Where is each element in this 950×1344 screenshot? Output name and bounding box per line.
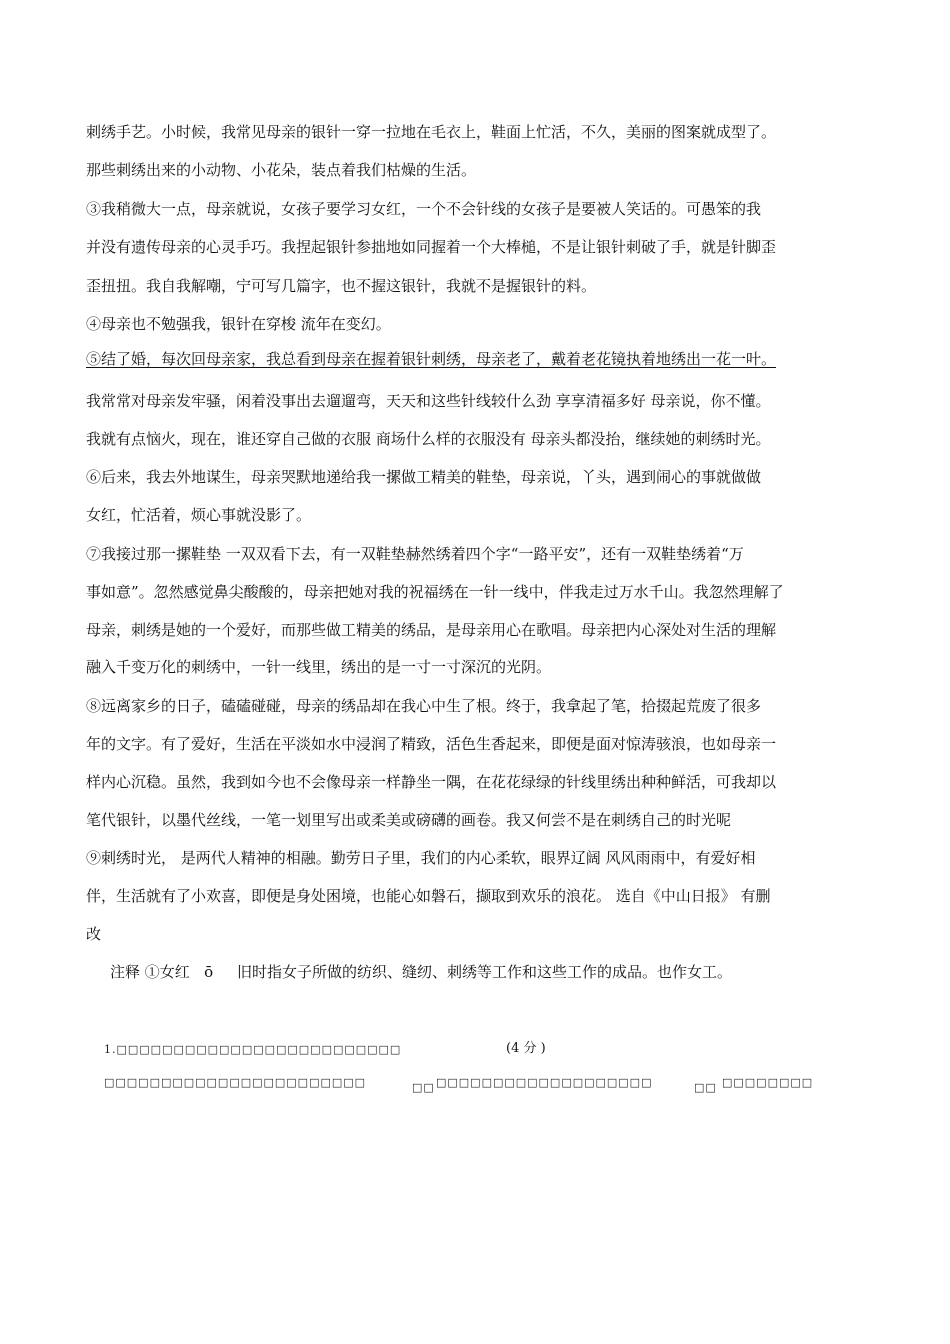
text-line: 歪扭扭。我自我解嘲，宁可写几篇字，也不握这银针，我就不是握银针的料。 (86, 277, 597, 295)
text-line: ⑦我接过那一摞鞋垫 一双双看下去，有一双鞋垫赫然绣着四个字“一路平安”，还有一双鞋垫绣着“万 (86, 545, 744, 563)
text-line: 女红，忙活着，烦心事就没影了。 (86, 506, 312, 524)
question-text: 1.□□□□□□□□□□□□□□□□□□□□□□□□□ (104, 1043, 402, 1056)
text-line: 我就有点恼火，现在，谁还穿自己做的衣服 商场什么样的衣服没有 母亲头都没抬，继续她的刺绣时光。 (86, 430, 771, 448)
text-line: 改 (86, 925, 102, 943)
text-line: 那些刺绣出来的小动物、小花朵，装点着我们枯燥的生活。 (86, 161, 477, 179)
answer-blank-text: □□ (694, 1081, 717, 1094)
answer-blank-text: □□ (412, 1081, 435, 1094)
text-line: ⑧远离家乡的日子，磕磕碰碰，母亲的绣品却在我心中生了根。终于，我拿起了笔，拾掇起荒废了很多 (86, 697, 762, 715)
text-line: ⑥后来，我去外地谋生，母亲哭默地递给我一摞做工精美的鞋垫，母亲说，丫头，遇到闹心的事就做做 (86, 468, 762, 486)
text-line: 并没有遗传母亲的心灵手巧。我捏起银针参拙地如同握着一个大棒槌，不是让银针刺破了手，就是针脚歪 (86, 238, 777, 256)
text-line: ⑨刺绣时光， 是两代人精神的相融。勤劳日子里，我们的内心柔软，眼界辽阔 风风雨雨中，有爱好相 (86, 849, 756, 867)
text-line: 笔代银针，以墨代丝线，一笔一划里写出或柔美或磅礴的画卷。我又何尝不是在刺绣自己的时光呢 (86, 811, 732, 829)
footnote: 注释 ①女红 ō 旧时指女子所做的纺织、缝纫、刺绣等工作和这些工作的成品。也作女工。 (110, 963, 732, 981)
text-line: 母亲，刺绣是她的一个爱好，而那些做工精美的绣品，是母亲用心在歌唱。母亲把内心深处对生活的理解 (86, 621, 777, 639)
text-line: 事如意”。忽然感觉鼻尖酸酸的，母亲把她对我的祝福绣在一针一线中，伴我走过万水千山。我忽然理解了 (86, 583, 784, 601)
text-line: 伴，生活就有了小欢喜，即便是身处困境，也能心如磐石，撷取到欢乐的浪花。 选自《中山日报》 有删 (86, 887, 771, 905)
answer-blank-text: □□□□□□□□ (722, 1076, 814, 1089)
answer-blank-text: □□□□□□□□□□□□□□□□□□□□□□□ (104, 1076, 367, 1089)
underlined-sentence: ⑤结了婚，每次回母亲家，我总看到母亲在握着银针刺绣，母亲老了，戴着老花镜执着地绣出一花一叶。 (86, 350, 777, 368)
text-line: 我常常对母亲发牢骚，闲着没事出去遛遛弯，天天和这些针线较什么劲 享享清福多好 母亲说，你不懂。 (86, 392, 771, 410)
text-line: 刺绣手艺。小时候，我常见母亲的银针一穿一拉地在毛衣上，鞋面上忙活，不久，美丽的图案就成型了。 (86, 123, 777, 141)
text-line: 融入千变万化的刺绣中，一针一线里，绣出的是一寸一寸深沉的光阴。 (86, 658, 552, 676)
text-line: 年的文字。有了爱好，生活在平淡如水中浸润了精致，活色生香起来，即便是面对惊涛骇浪，也如母亲一 (86, 735, 777, 753)
text-line: ③我稍微大一点，母亲就说，女孩子要学习女红，一个不会针线的女孩子是要被人笑话的。可愚笨的我 (86, 200, 762, 218)
text-line: 样内心沉稳。虽然，我到如今也不会像母亲一样静坐一隅，在花花绿绿的针线里绣出种种鲜活，可我却以 (86, 773, 777, 791)
answer-blank-text: □□□□□□□□□□□□□□□□□□□ (436, 1076, 653, 1089)
text-line: ④母亲也不勉强我，银针在穿梭 流年在变幻。 (86, 315, 391, 333)
question-score: (4 分 ) (506, 1041, 546, 1056)
